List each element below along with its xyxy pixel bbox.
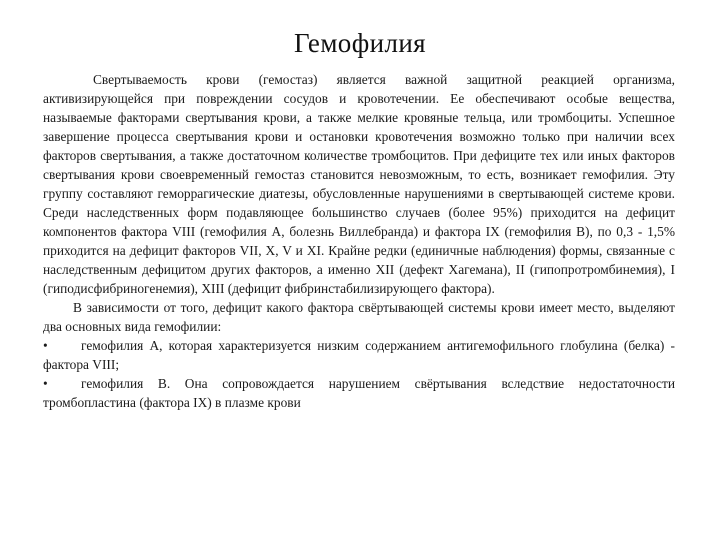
intro-paragraph: Свертываемость крови (гемостаз) является важной защитной реакцией организма, активизирующейся при повреждении сосудов и кровотечении. Ее обеспечивают особые вещества, называемые факторами свертывания крови, а также мелкие кровяные тельца, или тромбоциты. Успешное завершение процесса свертывания крови и остановки кровотечения возможно только при наличии всех факторов свертывания, а также достаточном количестве тромбоцитов. При дефиците тех или иных факторов свертывания крови своевременный гемостаз становится невозможным, то есть, возникает гемофилия. Эту группу составляют геморрагические диатезы, обусловленные нарушениями в свертывающей системе крови. Среди наследственных форм подавляющее большинство случаев (более 95%) приходится на дефицит компонентов фактора VIII (гемофилия А, болезнь Виллебранда) и фактора IX (гемофилия В), по 0,3 - 1,5% приходится на дефицит факторов VII, X, V и XI. Крайне редки (единичные наблюдения) формы, связанные с наследственным дефицитом других факторов, а именно XII (дефект Хагемана), II (гипопротромбинемия), I (гиподисфибриногенемия), XIII (дефицит фибринстабилизирующего фактора). — [43, 72, 675, 296]
slide-title: Гемофилия — [293, 28, 426, 58]
bullet-item-hemophilia-a — [43, 336, 675, 374]
bullet-text: гемофилия А, которая характеризуется низким содержанием антигемофильного глобулина (белка) - фактора VIII; — [43, 338, 675, 372]
bullet-marker: • — [43, 376, 48, 391]
bullet-item-hemophilia-b — [43, 374, 675, 412]
bullet-text: гемофилия В. Она сопровождается нарушением свёртывания вследствие недостаточности тромбопластина (фактора IX) в плазме крови — [43, 376, 675, 410]
types-intro-paragraph: В зависимости от того, дефицит какого фактора свёртывающей системы крови имеет место, выделяют два основных вида гемофилии: — [43, 300, 675, 334]
slide-body — [43, 70, 675, 412]
bullet-marker: • — [43, 338, 48, 353]
